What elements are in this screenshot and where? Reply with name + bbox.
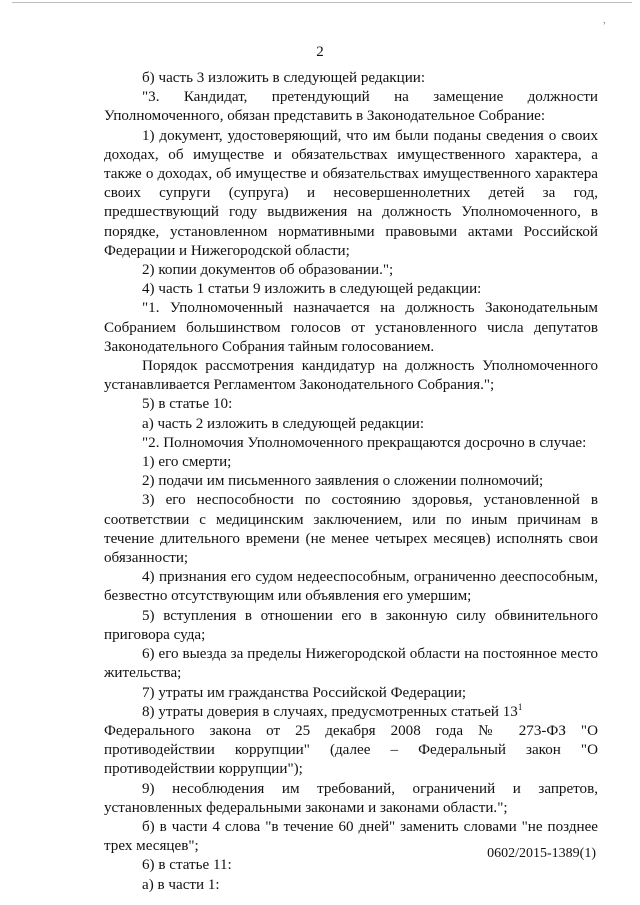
paragraph: 9) несоблюдения им требований, ограничений и запретов, установленных федеральными законами и законами области.";	[104, 780, 598, 816]
scan-top-edge-line	[12, 2, 632, 3]
paragraph: 6) его выезда за пределы Нижегородской области на постоянное место жительства;	[104, 646, 598, 682]
paragraph: Порядок рассмотрения кандидатур на должность Уполномоченного устанавливается Регламентом Законодательного Собрания.";	[104, 358, 598, 394]
superscript-marker: 1	[517, 701, 523, 712]
document-code: 0602/2015-1389(1)	[487, 846, 596, 861]
paragraph: "1. Уполномоченный назначается на должность Законодательным Собранием большинством голосов от установленного числа депутатов Законодательного Собрания тайным голосованием.	[104, 300, 598, 355]
paragraph: а) часть 2 изложить в следующей редакции:	[142, 415, 425, 432]
paragraph-text: 8) утраты доверия в случаях, предусмотренных статьей 13	[142, 703, 518, 720]
paragraph: 6) в статье 11:	[142, 857, 232, 874]
paragraph: б) часть 3 изложить в следующей редакции:	[142, 70, 426, 86]
paragraph: а) в части 1:	[142, 876, 220, 893]
paragraph: 7) утраты им гражданства Российской Федерации;	[142, 684, 467, 701]
paragraph: б) в части 4 слова "в течение 60 дней" заменить словами "не позднее трех месяцев";	[104, 818, 598, 855]
paragraph-with-superscript	[104, 703, 598, 722]
paragraph: 1) документ, удостоверяющий, что им были поданы сведения о своих доходах, об имуществе и обязательствах имущественного характера, а также о доходах, об имуществе и обязательствах имущественного характера своих супруги (супруга) и несовершеннолетних детей за год, предшествующий году выдвижения на должность Уполномоченного, в порядке, установленном нормативными правовыми актами Российской Федерации и Нижегородской области;	[104, 127, 598, 259]
paragraph-continuation: Федерального закона от 25 декабря 2008 года № 273-ФЗ "О противодействии коррупции" (далее – Федеральный закон "О противодействии коррупции");	[104, 722, 598, 778]
paragraph: 4) признания его судом недееспособным, ограниченно дееспособным, безвестно отсутствующим или объявления его умершим;	[104, 569, 598, 605]
paragraph: "3. Кандидат, претендующий на замещение должности Уполномоченного, обязан представить в Законодательное Собрание:	[104, 89, 598, 125]
paragraph: 2) копии документов об образовании.";	[142, 262, 394, 279]
paragraph: 4) часть 1 статьи 9 изложить в следующей редакции:	[142, 281, 482, 298]
page-number: 2	[316, 44, 324, 60]
corner-mark: ‚	[602, 15, 606, 26]
paragraph: 2) подачи им письменного заявления о сложении полномочий;	[142, 473, 544, 490]
paragraph: 5) в статье 10:	[142, 396, 233, 413]
paragraph: "2. Полномочия Уполномоченного прекращаются досрочно в случае:	[142, 434, 587, 451]
paragraph: 1) его смерти;	[142, 454, 232, 471]
paragraph: 3) его неспособности по состоянию здоровья, установленной в соответствии с медицинским заключением, или по иным причинам в течение длительного времени (не менее четырех месяцев) исполнять свои обязанности;	[104, 492, 598, 567]
paragraph: 5) вступления в отношении его в законную силу обвинительного приговора суда;	[104, 607, 598, 643]
document-body	[104, 69, 598, 895]
